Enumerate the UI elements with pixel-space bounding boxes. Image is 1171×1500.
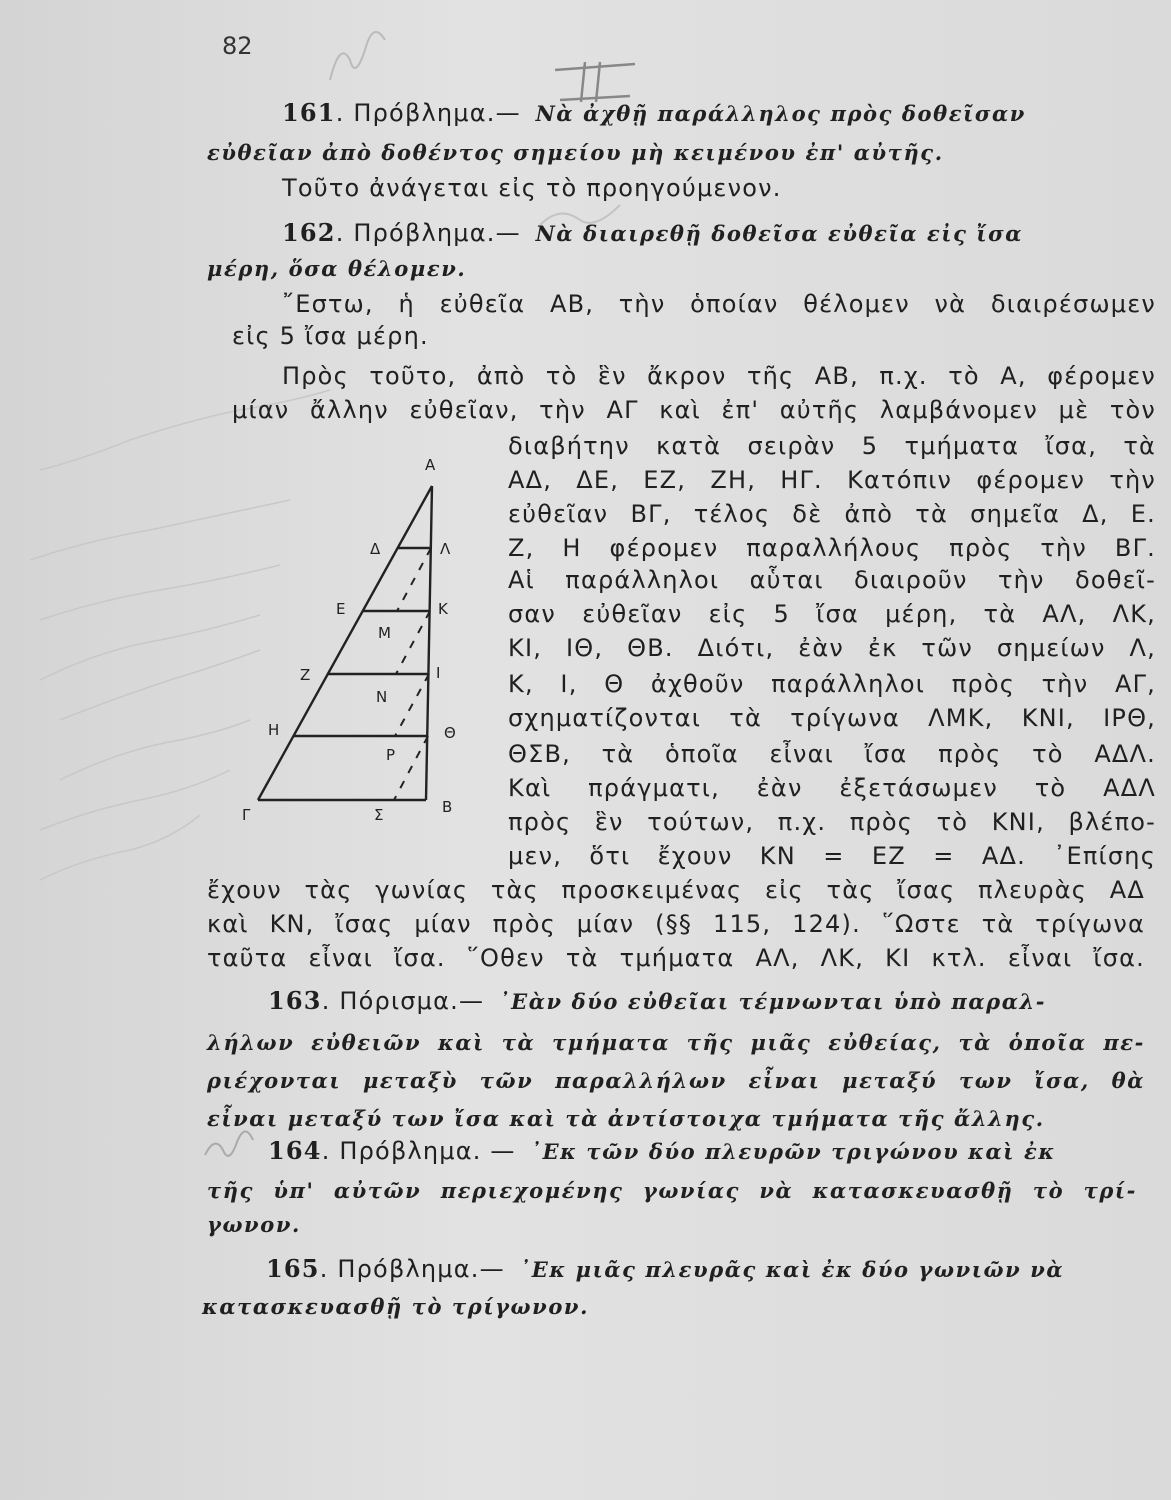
dashed-IR xyxy=(395,674,429,736)
line-AG xyxy=(258,486,432,800)
problem-165-line-1: ᾿Εκ μιᾶς πλευρᾶς καὶ ἐκ δύο γωνιῶν νὰ xyxy=(519,1257,1065,1282)
label-TH: Θ xyxy=(444,724,456,742)
page-number: 82 xyxy=(222,32,253,60)
label-Z: Ζ xyxy=(300,666,311,684)
problem-162-label: Πρόβλημα.— xyxy=(353,219,521,247)
problem-162-statement-2: μέρη, ὅσα θέλομεν. xyxy=(207,256,467,281)
problem-164-line-3: γωνον. xyxy=(207,1212,301,1237)
text-line: καὶ ΚΝ, ἴσας μίαν πρὸς μίαν (§§ 115, 124). ῞Ωστε τὰ τρίγωνα xyxy=(207,910,1145,938)
text-line: εἰς 5 ἴσα μέρη. xyxy=(232,322,429,350)
corollary-163-number: 163 xyxy=(268,986,322,1015)
problem-161-label: Πρόβλημα.— xyxy=(353,99,521,127)
label-H: Η xyxy=(268,721,280,739)
text-line: εὐθεῖαν ΒΓ, τέλος δὲ ἀπὸ τὰ σημεῖα Δ, Ε. xyxy=(508,500,1156,528)
label-E: Ε xyxy=(336,600,346,618)
text-line: μίαν ἄλλην εὐθεῖαν, τὴν ΑΓ καὶ ἐπ' αὐτῆς λαμβάνομεν μὲ τὸν xyxy=(232,396,1156,424)
line-AB xyxy=(426,486,432,800)
label-I: Ι xyxy=(436,664,441,682)
corollary-163-label: Πόρισμα.— xyxy=(339,987,485,1015)
text-line: σαν εὐθεῖαν εἰς 5 ἴσα μέρη, τὰ ΑΛ, ΛΚ, xyxy=(508,600,1156,628)
text-line: ἔχουν τὰς γωνίας τὰς προσκειμένας εἰς τὰς ἴσας πλευρὰς ΑΔ xyxy=(207,876,1145,904)
label-G: Γ xyxy=(242,806,251,824)
text-line: ταῦτα εἶναι ἴσα. ῞Οθεν τὰ τμήματα ΑΛ, ΛΚ, ΚΙ κτλ. εἶναι ἴσα. xyxy=(207,944,1145,972)
problem-164-heading: 164. Πρόβλημα. — ᾿Εκ τῶν δύο πλευρῶν τριγώνου καὶ ἐκ xyxy=(268,1136,1056,1165)
text-line: ΑΔ, ΔΕ, ΕΖ, ΖΗ, ΗΓ. Κατόπιν φέρομεν τὴν xyxy=(508,466,1156,494)
text-line: Αἱ παράλληλοι αὗται διαιροῦν τὴν δοθεῖ- xyxy=(508,566,1156,594)
label-N: Ν xyxy=(376,688,388,706)
label-D: Δ xyxy=(370,540,381,558)
problem-164-number: 164 xyxy=(268,1136,322,1165)
problem-161-text: Τοῦτο ἀνάγεται εἰς τὸ προηγούμενον. xyxy=(282,174,782,202)
text-line: πρὸς ἓν τούτων, π.χ. πρὸς τὸ ΚΝΙ, βλέπο- xyxy=(508,808,1156,836)
corollary-163-line-4: εἶναι μεταξύ των ἴσα καὶ τὰ ἀντίστοιχα τμήματα τῆς ἄλλης. xyxy=(207,1106,1045,1131)
text-line: διαβήτην κατὰ σειρὰν 5 τμήματα ἴσα, τὰ xyxy=(508,432,1156,460)
corollary-163-line-1: ᾿Εὰν δύο εὐθεῖαι τέμνωνται ὑπὸ παραλ- xyxy=(499,989,1047,1014)
text-line: Κ, Ι, Θ ἀχθοῦν παράλληλοι πρὸς τὴν ΑΓ, xyxy=(508,670,1156,698)
problem-165-number: 165 xyxy=(266,1254,320,1283)
problem-162-number: 162 xyxy=(282,218,336,247)
problem-162-statement-1: Νὰ διαιρεθῇ δοθεῖσα εὐθεῖα εἰς ἴσα xyxy=(535,221,1023,246)
text-line: μεν, ὅτι ἔχουν ΚΝ = ΕΖ = ΑΔ. ᾿Επίσης xyxy=(508,842,1156,870)
corollary-163-heading: 163. Πόρισμα.— ᾿Εὰν δύο εὐθεῖαι τέμνωνται ὑπὸ παραλ- xyxy=(268,986,1047,1015)
problem-164-line-1: ᾿Εκ τῶν δύο πλευρῶν τριγώνου καὶ ἐκ xyxy=(530,1139,1056,1164)
problem-164-line-2: τῆς ὑπ' αὐτῶν περιεχομένης γωνίας νὰ κατασκευασθῇ τὸ τρί- xyxy=(207,1178,1137,1203)
problem-161-number: 161 xyxy=(282,98,336,127)
text-line: Καὶ πράγματι, ἐὰν ἐξετάσωμεν τὸ ΑΔΛ xyxy=(508,774,1156,802)
dashed-THS xyxy=(394,736,428,800)
label-S: Σ xyxy=(374,806,384,824)
text-line: ΚΙ, ΙΘ, ΘΒ. Διότι, ἐὰν ἐκ τῶν σημείων Λ, xyxy=(508,634,1156,662)
text-line: Πρὸς τοῦτο, ἀπὸ τὸ ἓν ἄκρον τῆς ΑΒ, π.χ. τὸ Α, φέρομεν xyxy=(282,362,1156,390)
corollary-163-line-3: ριέχονται μεταξὺ τῶν παραλλήλων εἶναι μεταξύ των ἴσα, θὰ xyxy=(207,1068,1145,1093)
label-K: Κ xyxy=(438,600,448,618)
problem-165-line-2: κατασκευασθῇ τὸ τρίγωνον. xyxy=(202,1294,590,1319)
label-M: Μ xyxy=(378,624,391,642)
problem-165-heading: 165. Πρόβλημα.— ᾿Εκ μιᾶς πλευρᾶς καὶ ἐκ δύο γωνιῶν νὰ xyxy=(266,1254,1065,1283)
label-B: Β xyxy=(442,798,453,816)
triangle-figure xyxy=(240,450,480,830)
problem-161-statement-2: εὐθεῖαν ἀπὸ δοθέντος σημείου μὴ κειμένου ἐπ' αὐτῆς. xyxy=(207,140,944,165)
problem-161-statement-1: Νὰ ἀχθῇ παράλληλος πρὸς δοθεῖσαν xyxy=(535,101,1026,126)
problem-164-label: Πρόβλημα. — xyxy=(339,1137,516,1165)
text-line: σχηματίζονται τὰ τρίγωνα ΛΜΚ, ΚΝΙ, ΙΡΘ, xyxy=(508,704,1156,732)
text-line: Ζ, Η φέρομεν παραλλήλους πρὸς τὴν ΒΓ. xyxy=(508,534,1156,562)
label-R: Ρ xyxy=(386,746,396,764)
problem-165-label: Πρόβλημα.— xyxy=(337,1255,505,1283)
text-line: ΘΣΒ, τὰ ὁποῖα εἶναι ἴσα πρὸς τὸ ΑΔΛ. xyxy=(508,740,1156,768)
dashed-LM xyxy=(397,548,431,611)
label-L: Λ xyxy=(440,540,451,558)
text-line: ῎Εστω, ἡ εὐθεῖα ΑΒ, τὴν ὁποίαν θέλομεν νὰ διαιρέσωμεν xyxy=(282,290,1156,318)
problem-161-heading: 161. Πρόβλημα.— Νὰ ἀχθῇ παράλληλος πρὸς δοθεῖσαν xyxy=(282,98,1026,127)
label-A: Α xyxy=(425,456,436,474)
problem-162-heading: 162. Πρόβλημα.— Νὰ διαιρεθῇ δοθεῖσα εὐθεῖα εἰς ἴσα xyxy=(282,218,1023,247)
dashed-KN xyxy=(396,611,430,674)
corollary-163-line-2: λήλων εὐθειῶν καὶ τὰ τμήματα τῆς μιᾶς εὐθείας, τὰ ὁποῖα πε- xyxy=(207,1030,1145,1055)
